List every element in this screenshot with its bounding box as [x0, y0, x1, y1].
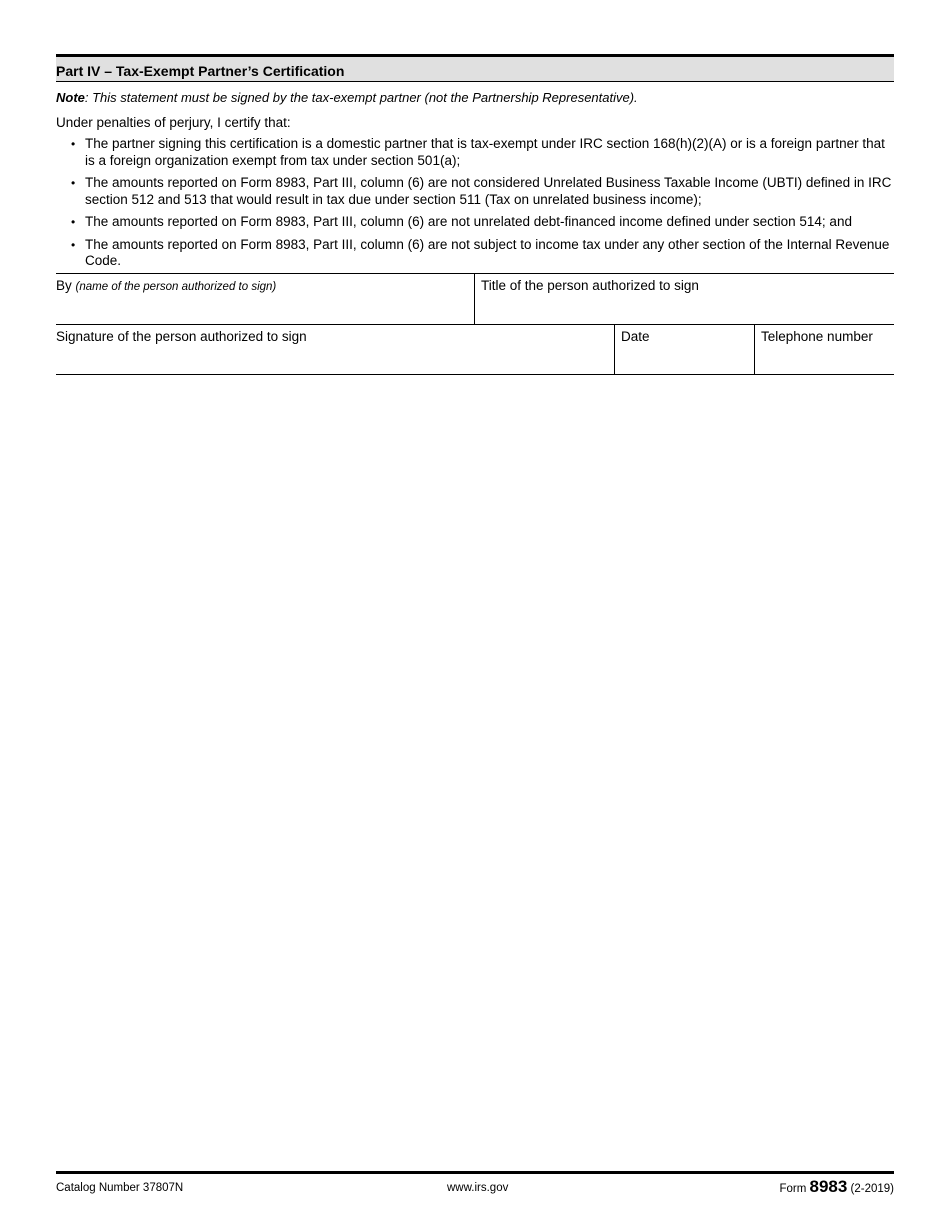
- list-item-text: The amounts reported on Form 8983, Part III, column (6) are not subject to income tax under any other section of the Internal Revenue Code.: [85, 236, 890, 268]
- date-label: Date: [621, 329, 650, 344]
- note-label: Note: [56, 90, 85, 105]
- list-item: [56, 237, 894, 270]
- list-item-text: The partner signing this certification is a domestic partner that is tax-exempt under IRC section 168(h)(2)(A) or is a foreign partner that is a foreign organization exempt from tax under section 501(a);: [85, 136, 885, 168]
- bullet-icon: •: [71, 137, 76, 151]
- list-item: [56, 136, 894, 169]
- form-number: 8983: [809, 1177, 848, 1196]
- signature-label: Signature of the person authorized to sign: [56, 329, 307, 344]
- catalog-number: Catalog Number 37807N: [56, 1182, 184, 1194]
- signature-field[interactable]: [56, 353, 610, 371]
- bullet-icon: •: [71, 237, 76, 252]
- title-cell: [475, 274, 894, 324]
- bullet-icon: •: [71, 176, 76, 190]
- list-item-text: The amounts reported on Form 8983, Part III, column (6) are not considered Unrelated Business Taxable Income (UBTI) defined in IRC section 512 and 513 that would result in tax due under section 511 (Tax on unrelated business income);: [85, 175, 892, 207]
- list-item: [56, 175, 894, 208]
- signature-row: [56, 324, 894, 375]
- signer-name-field[interactable]: [56, 303, 470, 321]
- list-item-text: The amounts reported on Form 8983, Part III, column (6) are not unrelated debt-financed income defined under section 514; and: [85, 214, 852, 229]
- by-label-text: By: [56, 278, 72, 293]
- signer-info-row: [56, 273, 894, 324]
- telephone-label: Telephone number: [761, 329, 873, 344]
- telephone-field[interactable]: [761, 353, 890, 371]
- form-id: [779, 1177, 894, 1197]
- date-cell: [615, 325, 755, 374]
- signer-title-field[interactable]: [481, 303, 890, 321]
- list-item: [56, 214, 894, 231]
- by-cell: [56, 274, 475, 324]
- note-text: [56, 90, 638, 105]
- website-link[interactable]: www.irs.gov: [447, 1182, 509, 1194]
- form-revision: (2-2019): [850, 1183, 894, 1195]
- form-prefix: Form: [779, 1183, 807, 1195]
- date-field[interactable]: [621, 353, 750, 371]
- telephone-cell: [755, 325, 894, 374]
- page-footer: [56, 1171, 894, 1201]
- part-title: Part IV – Tax-Exempt Partner’s Certification: [56, 63, 345, 79]
- form-page: [56, 0, 894, 1230]
- by-label: [56, 278, 276, 293]
- bullet-icon: •: [71, 215, 76, 229]
- by-hint: (name of the person authorized to sign): [75, 281, 277, 293]
- part-iv-header: [56, 54, 894, 82]
- title-label: Title of the person authorized to sign: [481, 278, 699, 293]
- certification-intro: Under penalties of perjury, I certify that:: [56, 115, 291, 130]
- signature-cell: [56, 325, 615, 374]
- note-body: : This statement must be signed by the tax-exempt partner (not the Partnership Representative).: [84, 90, 638, 105]
- certification-list: [56, 136, 894, 276]
